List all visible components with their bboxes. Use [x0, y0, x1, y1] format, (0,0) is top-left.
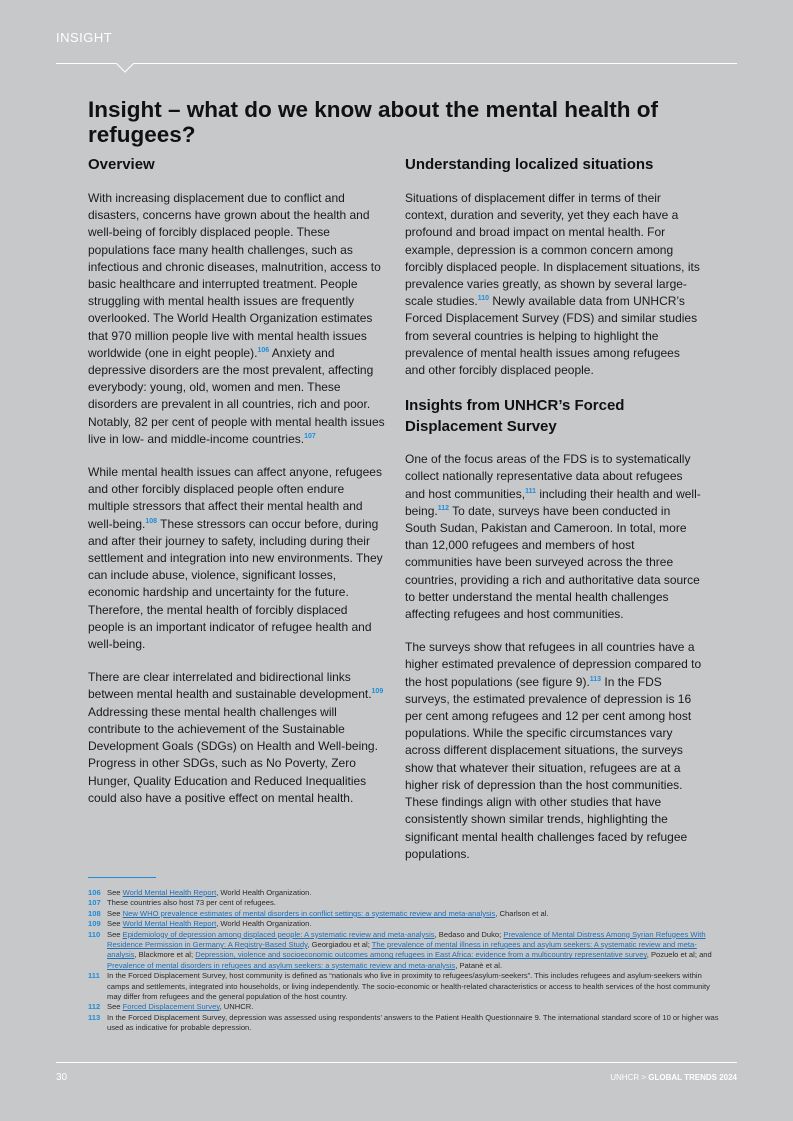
footnote-link[interactable]: The prevalence of mental illness in refugees and asylum seekers: A systematic review and meta-analysis: [107, 940, 697, 960]
overview-paragraph-1: With increasing displacement due to conflict and disasters, concerns have grown about the health and well-being of forcibly displaced people. These populations face many health challenges, such as infectious and chronic diseases, malnutrition, access to basic healthcare and interrupted treatment. People struggling with mental health issues are frequently overlooked. The World Health Organization estimates that 970 million people live with mental health issues worldwide (one in eight people).$^{106}$ Anxiety and depressive disorders are the most prevalent, affecting everybody: young, old, women and men. These disorders are prevalent in all countries, rich and poor. Notably, 82 per cent of people with mental health issues live in low- and middle-income countries.$^{107}$: [88, 191, 385, 446]
footnote-112: 112 See Forced Displacement Survey, UNHCR.: [88, 1002, 254, 1012]
footnote-111: 111 In the Forced Displacement Survey, host community is defined as “nationals who live in proximity to refugees/asylum-seekers”. This includes refugees and asylum-seekers within camps and settlements, integrated into households, or living independently. The socio-economic or health-related characteristics or access to health services of the host community may differ from refugees and the general population of the host country.: [88, 971, 710, 1002]
footnote-link[interactable]: World Mental Health Report: [122, 919, 217, 929]
overview-paragraph-3: There are clear interrelated and bidirectional links between mental health and sustainable development.$^{109}$ Addressing these mental health challenges will contribute to the achievement of the Sustainable Development Goals (SDGs) on Health and Well-being. Progress in other SDGs, such as No Poverty, Zero Hunger, Quality Education and Reduced Inequalities could also have a positive effect on mental health.: [88, 670, 384, 805]
footnote-link[interactable]: New WHO prevalence estimates of mental disorders in conflict settings: a systematic review and meta-analysis: [122, 908, 496, 918]
header-notch: [116, 63, 134, 73]
footnote-rule: [88, 877, 156, 878]
footnote-link[interactable]: Epidemiology of depression among displaced people: A systematic review and meta-analysis: [122, 929, 435, 939]
page-title: Insight – what do we know about the mental health of refugees?: [88, 97, 659, 147]
footnote-link[interactable]: Prevalence of mental disorders in refugees and asylum seekers: a systematic review and meta-analysis: [107, 960, 456, 970]
publication-name: UNHCR > GLOBAL TRENDS 2024: [610, 1073, 737, 1082]
overview-heading: Overview: [88, 156, 155, 173]
footnote-ref-107[interactable]: 107: [304, 432, 316, 440]
section-label: INSIGHT: [56, 30, 113, 45]
footnote-ref-113[interactable]: 113: [589, 675, 602, 683]
fds-insights-heading: Insights from UNHCR’s Forced Displacement Survey: [405, 397, 625, 436]
footnote-link[interactable]: Prevalence of Mental Distress Among Syrian Refugees With Residence Permission in Germany: A Registry-Based Study: [107, 929, 706, 950]
header-rule: [56, 63, 737, 64]
right-column: [405, 154, 703, 879]
footnote-ref-109[interactable]: 109: [371, 688, 384, 696]
footnote-ref-111[interactable]: 111: [525, 487, 536, 495]
footnote-ref-106[interactable]: 106: [257, 346, 270, 354]
footnote-ref-108[interactable]: 108: [145, 517, 158, 525]
localized-situations-heading: Understanding localized situations: [405, 156, 654, 173]
overview-paragraph-2: While mental health issues can affect anyone, refugees and other forcibly displaced people often endure multiple stressors that affect their mental health and well-being.$^{108}$ These stressors can occur before, during and after their journey to safety, including during their settlement and integration into new environments. They can include abuse, violence, significant losses, economic hardship and uncertainty for the future. Therefore, the mental health of forcibly displaced people is an important indicator of refugee health and well-being.: [88, 465, 383, 652]
footnote-109: 109 See World Mental Health Report, World Health Organization.: [88, 919, 312, 929]
footnote-110: 110 See Epidemiology of depression among displaced people: A systematic review and meta-analysis, Bedaso and Duko; Prevalence of Mental Distress Among Syrian Refugees With Residence Permission in Germany: A Registry-Based Study, Georgiadou et al; The prevalence of mental illness in refugees and asylum seekers: A systematic review and meta-analysis, Blackmore et al; Depression, violence and socioeconomic outcomes among refugees in East Africa: evidence from a multicountry representative survey, Pozuelo et al; and Prevalence of mental disorders in refugees and asylum seekers: a systematic review and meta-analysis, Patanè et al.: [88, 929, 712, 970]
footnote-113: 113 In the Forced Displacement Survey, depression was assessed using respondents’ answers to the Patient Health Questionnaire 9. The international standard score of 10 or higher was used as indicative for probable depression.: [88, 1012, 719, 1033]
footnote-link[interactable]: Forced Displacement Survey: [122, 1002, 220, 1012]
localized-paragraph: Situations of displacement differ in terms of their context, duration and severity, yet they each have a profound and broad impact on mental health. For example, depression is a common concern among forcibly displaced people. In displacement situations, its prevalence varies greatly, as shown by several large-scale studies.$^{110}$ Newly available data from UNHCR’s Forced Displacement Survey (FDS) and similar studies from several countries is helping to highlight the prevalence of mental health issues among refugees and other forcibly displaced people.: [405, 191, 700, 378]
fds-paragraph-2: The surveys show that refugees in all countries have a higher estimated prevalence of depression compared to the host populations (see figure 9).$^{113}$ In the FDS surveys, the estimated prevalence of depression is 16 per cent among refugees and 12 per cent among host populations. While the specific circumstances vary across different displacement situations, the surveys show that whatever their situation, refugees are at a higher risk of depression than the host communities. These findings align with other studies that have consistently shown similar trends, highlighting the significant mental health challenges faced by refugee populations.: [405, 640, 702, 861]
footnotes: [88, 888, 720, 1034]
footnote-108: 108 See New WHO prevalence estimates of mental disorders in conflict settings: a systematic review and meta-analysis, Charlson et al.: [88, 908, 549, 918]
page-number: 30: [56, 1072, 68, 1083]
footnote-106: 106 See World Mental Health Report, World Health Organization.: [88, 888, 312, 897]
fds-paragraph-1: One of the focus areas of the FDS is to systematically collect nationally representative data about refugees and host communities,$^{111}$ including their health and well-being.$^{112}$ To date, surveys have been conducted in South Sudan, Pakistan and Cameroon. In total, more than 12,000 refugees and members of host communities have been surveyed across the three countries, providing a rich and authoritative data source to better understand the mental health challenges affecting refugees and host communities.: [405, 452, 701, 622]
footnote-link[interactable]: World Mental Health Report: [122, 888, 217, 897]
footnote-107: 107 These countries also host 73 per cent of refugees.: [88, 898, 276, 908]
footnote-link[interactable]: Depression, violence and socioeconomic outcomes among refugees in East Africa: evidence from a multicountry representative survey: [195, 950, 647, 960]
footnote-ref-110[interactable]: 110: [477, 295, 489, 303]
left-column: [88, 154, 386, 823]
footnote-ref-112[interactable]: 112: [437, 504, 449, 512]
footer-rule: [56, 1062, 737, 1063]
